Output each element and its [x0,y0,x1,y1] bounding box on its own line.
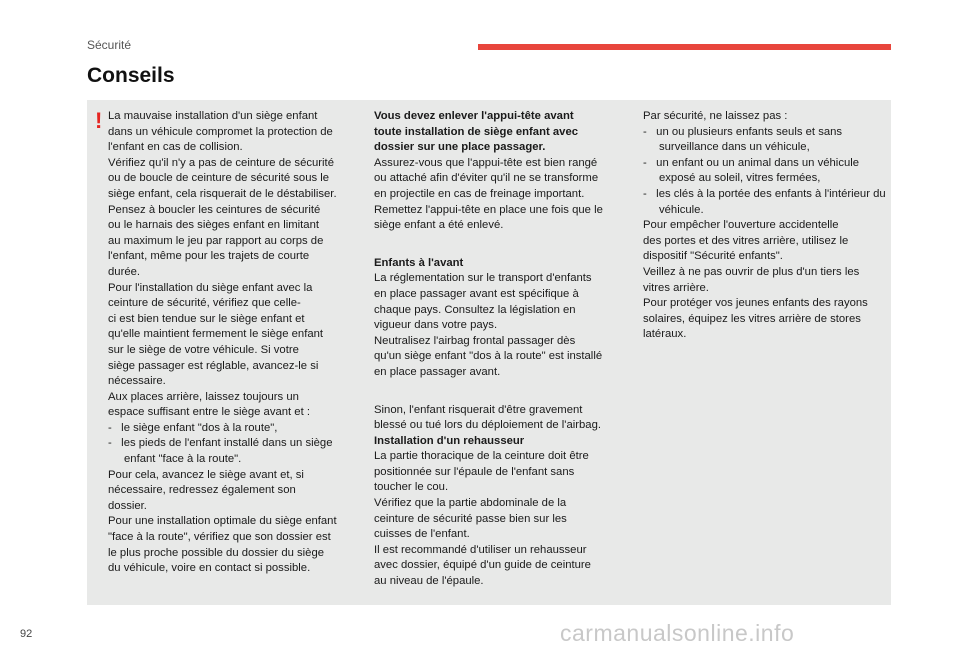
text-line: des portes et des vitres arrière, utilisez le [643,234,849,247]
text-line: en projectile en cas de freinage important. [374,187,585,200]
column-right [643,109,893,343]
text-line: Sinon, l'enfant risquerait d'être gravement [374,403,583,416]
page-title: Conseils [87,64,175,87]
section-accent-bar [478,44,891,50]
text-line: La partie thoracique de la ceinture doit être [374,450,589,463]
text-line: avec dossier, équipé d'un guide de ceinture [374,559,591,572]
text-line: espace suffisant entre le siège avant et : [108,406,311,419]
text-line: Pour protéger vos jeunes enfants des rayons [643,297,868,310]
front-seat-heading: Enfants à l'avant [374,256,464,269]
text-line: Pensez à boucler les ceintures de sécurité [108,203,321,216]
text-line: l'enfant en cas de collision. [108,141,243,154]
text-line: solaires, équipez les vitres arrière de stores [643,312,861,325]
text-line: ou de boucle de ceinture de sécurité sous le [108,172,330,185]
text-line: en place passager avant est spécifique à [374,287,579,300]
text-line: Pour une installation optimale du siège enfant [108,515,337,528]
text-line: Pour l'installation du siège enfant avec la [108,281,313,294]
text-line: l'enfant, même pour les trajets de courte [108,250,310,263]
text-line: positionnée sur l'épaule de l'enfant sans [374,465,575,478]
text-line: ceinture de sécurité passe bien sur les [374,512,567,525]
text-line: nécessaire, redressez également son [108,484,296,497]
text-line: au niveau de l'épaule. [374,575,484,588]
text-line: qu'un siège enfant "dos à la route" est installé [374,350,603,363]
text-line: nécessaire. [108,375,166,388]
text-line: durée. [108,265,141,278]
text-line: cuisses de l'enfant. [374,528,470,541]
column-left [108,109,356,577]
warning-icon: ! [95,108,103,133]
text-line: latéraux. [643,328,687,341]
list-item: - le siège enfant "dos à la route", [108,421,278,434]
column-middle [374,109,624,590]
text-line: Remettez l'appui-tête en place une fois que le [374,203,603,216]
text-line: qu'elle maintient fermement le siège enfant [108,328,324,341]
text-line: Assurez-vous que l'appui-tête est bien rangé [374,156,598,169]
text-line: ou le harnais des sièges enfant en limitant [108,219,320,232]
page-number: 92 [20,628,33,640]
text-line: dans un véhicule compromet la protection de [108,125,333,138]
text-line: siège passager est réglable, avancez-le si [108,359,319,372]
list-item: - un ou plusieurs enfants seuls et sans surveillance dans un véhicule, [643,125,843,154]
section-label: Sécurité [87,38,132,52]
text-line: ci est bien tendue sur le siège enfant et [108,312,305,325]
text-line: La réglementation sur le transport d'enfants [374,272,592,285]
text-line: Pour empêcher l'ouverture accidentelle [643,219,839,232]
text-line: Pour cela, avancez le siège avant et, si [108,468,304,481]
text-line: La mauvaise installation d'un siège enfant [108,110,318,122]
text-line: au maximum le jeu par rapport au corps de [108,234,324,247]
text-line: Aux places arrière, laissez toujours un [108,390,299,403]
text-line: "face à la route", vérifiez que son dossier est [108,531,331,544]
text-line: en place passager avant. [374,365,501,378]
list-item: - les clés à la portée des enfants à l'intérieur du véhicule. [643,187,886,216]
text-line: Veillez à ne pas ouvrir de plus d'un tiers les [643,265,860,278]
text-line: Vérifiez que la partie abdominale de la [374,497,567,510]
text-line: ceinture de sécurité, vérifiez que celle- [108,297,301,310]
text-line: du véhicule, voire en contact si possible. [108,562,311,575]
headrest-warning-line: Vous devez enlever l'appui-tête avant [374,110,574,122]
watermark: carmanualsonline.info [560,620,795,646]
text-line: le plus proche possible du dossier du siège [108,546,325,559]
text-line: toucher le cou. [374,481,449,494]
headrest-warning-line: toute installation de siège enfant avec [374,125,579,138]
text-line: chaque pays. Consultez la législation en [374,303,576,316]
text-line: Il est recommandé d'utiliser un rehausseur [374,543,587,556]
text-line: siège enfant, cela risquerait de le déstabiliser. [108,187,337,200]
text-line: sur le siège de votre véhicule. Si votre [108,343,299,356]
text-line: Vérifiez qu'il n'y a pas de ceinture de sécurité [108,156,334,169]
text-line: dossier. [108,499,147,512]
safety-intro: Par sécurité, ne laissez pas : [643,110,788,122]
list-item: - un enfant ou un animal dans un véhicule exposé au soleil, vitres fermées, [643,156,860,185]
text-line: dispositif "Sécurité enfants". [643,250,783,263]
text-line: vitres arrière. [643,281,709,294]
text-line: Neutralisez l'airbag frontal passager dès [374,334,576,347]
text-line: ou attaché afin d'éviter qu'il ne se transforme [374,172,599,185]
list-item: - les pieds de l'enfant installé dans un siège enfant "face à la route". [108,437,333,466]
booster-heading: Installation d'un rehausseur [374,434,525,447]
text-line: siège enfant a été enlevé. [374,219,504,232]
text-line: blessé ou tué lors du déploiement de l'airbag. [374,419,601,432]
text-line: vigueur dans votre pays. [374,319,498,332]
headrest-warning-line: dossier sur une place passager. [374,141,546,154]
